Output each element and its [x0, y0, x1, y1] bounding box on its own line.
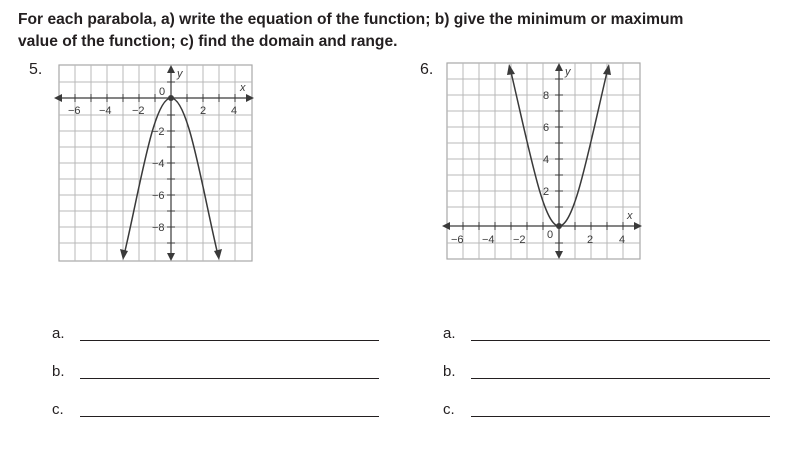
y-tick-label: 8 — [543, 90, 550, 102]
x-axis-label: x — [240, 82, 246, 94]
x-axis-right-arrow — [634, 222, 642, 230]
answer-label-b: b. — [52, 363, 65, 380]
x-tick-label: 4 — [231, 105, 238, 117]
curve-left-arrow — [120, 249, 128, 260]
answer-line-a[interactable] — [471, 340, 770, 341]
problem-number-6: 6. — [420, 61, 434, 78]
answer-line-b[interactable] — [80, 378, 379, 379]
x-tick-label: −2 — [132, 105, 145, 117]
x-tick-label: 4 — [619, 234, 626, 246]
x-tick-label: −2 — [513, 234, 526, 246]
answer-line-a[interactable] — [80, 340, 379, 341]
y-tick-label: −6 — [152, 190, 165, 202]
x-axis-left-arrow — [54, 94, 62, 102]
answer-label-c: c. — [443, 401, 455, 418]
answer-label-a: a. — [52, 325, 65, 342]
problem-number-5: 5. — [29, 61, 43, 78]
x-tick-label: 2 — [587, 234, 594, 246]
answer-label-a: a. — [443, 325, 456, 342]
x-tick-label: 2 — [200, 105, 207, 117]
answer-label-b: b. — [443, 363, 456, 380]
y-tick-label: −2 — [152, 126, 165, 138]
vertex-point — [168, 95, 174, 101]
x-tick-label: −6 — [451, 234, 464, 246]
instructions-text: For each parabola, a) write the equation of the function; b) give the minimum or maximum value of the function; c) find the domain and range. — [18, 11, 684, 50]
x-axis-label: x — [627, 210, 633, 222]
y-tick-label: −4 — [152, 158, 165, 170]
graph-problem-5 — [58, 64, 254, 262]
origin-label: 0 — [547, 229, 554, 241]
answer-line-b[interactable] — [471, 378, 770, 379]
curve-right-arrow — [214, 249, 222, 260]
x-axis-right-arrow — [246, 94, 254, 102]
y-tick-label: 6 — [543, 122, 550, 134]
y-axis-label: y — [177, 68, 183, 80]
y-axis-down-arrow — [167, 253, 175, 261]
y-axis-up-arrow — [555, 63, 563, 71]
y-axis-label: y — [565, 66, 571, 78]
y-axis-up-arrow — [167, 65, 175, 73]
x-tick-label: −6 — [68, 105, 81, 117]
x-tick-label: −4 — [482, 234, 495, 246]
answer-line-c[interactable] — [471, 416, 770, 417]
x-tick-label: −4 — [99, 105, 112, 117]
vertex-point — [556, 223, 562, 229]
x-axis-left-arrow — [442, 222, 450, 230]
y-axis-down-arrow — [555, 251, 563, 259]
answer-label-c: c. — [52, 401, 64, 418]
graph-problem-6 — [446, 62, 642, 260]
y-tick-label: −8 — [152, 222, 165, 234]
y-tick-label: 2 — [543, 186, 550, 198]
y-tick-label: 4 — [543, 154, 550, 166]
answer-line-c[interactable] — [80, 416, 379, 417]
origin-label: 0 — [159, 86, 166, 98]
